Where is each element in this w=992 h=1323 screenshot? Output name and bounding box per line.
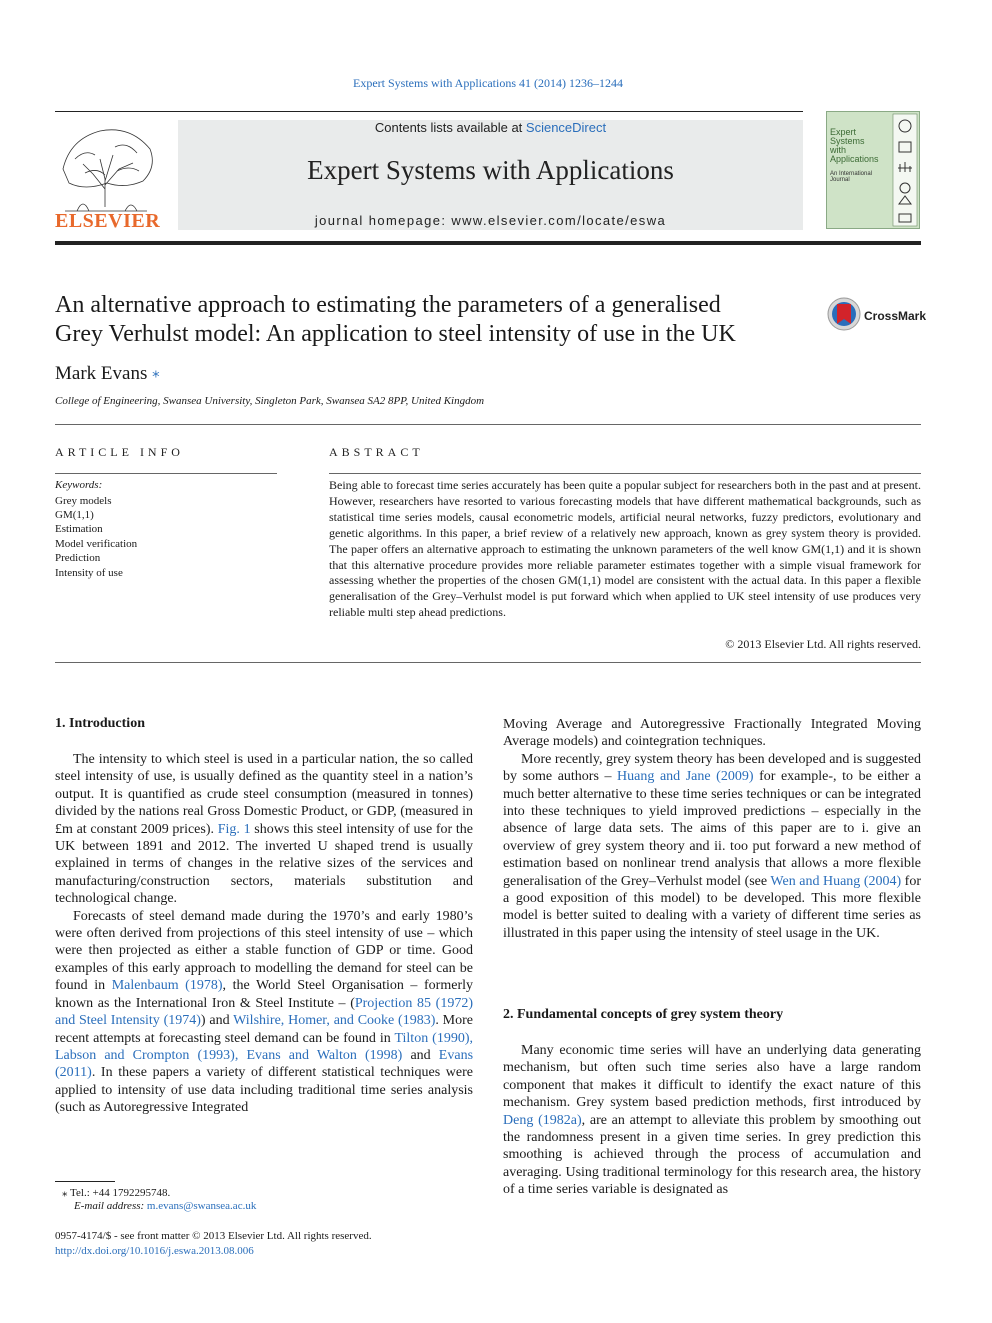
intro-paragraph-2-continued: Moving Average and Autoregressive Fractionally Integrated Moving Average models) and cointegration techniques. [503, 717, 921, 750]
cover-title-line: with [830, 145, 847, 155]
text-run: Many economic time series will have an underlying data generating mechanism, but often such time series also have a large random component that makes it difficult to identify the exact nature of this mechanism. Grey system based prediction methods, first introduced by [503, 1043, 921, 1111]
journal-citation[interactable]: Expert Systems with Applications 41 (2014) 1236–1244 [353, 76, 623, 90]
author-name-text: Mark Evans [55, 363, 148, 384]
cover-subtitle-line: Journal [830, 177, 850, 183]
journal-title: Expert Systems with Applications [307, 155, 674, 185]
info-top-rule [55, 424, 921, 425]
section-2-heading: 2. Fundamental concepts of grey system theory [503, 1007, 784, 1022]
text-run: for example-, to be either a much better alternative to these time series techniques or can be integrated into these techniques to yield improved predictions – especially in the absence of large data sets. The aims of this paper are to i. give an overview of grey system theory and ii. too put forward a new method of estimation based on nonlinear trend analysis that allows a more flexible generalisation of the Grey–Verhulst model (see [503, 769, 922, 889]
text-run: Forecasts of steel demand made during the 1970’s and early 1980’s were often derived from projections of this steel intensity of use – which were then projected as either a stable function of GDP or time. Good examples of this early approach to modelling the demand for steel can be found in [55, 908, 473, 994]
text-run: The intensity to which steel is used in a particular nation, the so called steel intensity of use, is usually defined as the quantity steel in a nation’s output. It is quantified as crude steel consumption (measured in tonnes) divided by the nations real Gross Domestic Product, or GDP, (measured in £m at constant 2009 prices). [55, 752, 473, 837]
section-1-heading: 1. Introduction [55, 716, 145, 731]
section-2-paragraph-1 [503, 1042, 921, 1199]
abstract-text: Being able to forecast time series accurately has been quite a popular subject for researchers both in the past and at present. However, researchers have resorted to various forecasting models that have different mathematical backgrounds, such as statistical time series models, causal econometric models, artificial neural networks, fuzzy predictors, evolutionary and genetic algorithms. In this paper, a brief review of a relatively new approach, known as grey system theory is provided. The paper offers an alternative approach to estimating the unknown parameters of the well know GM(1,1) and it is shown that this alternative procedure provides more reliable parameter estimates together with a simple visual framework for assessing whether the properties of the chosen GM(1,1) model are consistent with the actual data. In this paper a flexible generalisation of the Grey–Verhulst model is put forward which when applied to UK steel intensity of use produces very reliable multi step ahead predictions. [329, 478, 921, 620]
text-run: . More recent attempts at forecasting steel demand can be found in [55, 1013, 473, 1046]
cover-title-line: Systems [830, 136, 865, 146]
footnote-email [74, 1200, 256, 1212]
keywords-list [55, 494, 137, 580]
doi-link[interactable]: http://dx.doi.org/10.1016/j.eswa.2013.08.006 [55, 1245, 254, 1257]
citation-link[interactable]: Tilton (1990), Labson and Crompton (1993), Evans and Walton (1998) [55, 1030, 473, 1063]
citation-link[interactable]: Deng (1982a) [503, 1112, 582, 1128]
left-column [55, 751, 473, 1117]
footnote-issn: 0957-4174/$ - see front matter © 2013 Elsevier Ltd. All rights reserved. [55, 1230, 372, 1242]
abstract-copyright: © 2013 Elsevier Ltd. All rights reserved. [725, 637, 921, 651]
cover-title-line: Applications [830, 154, 879, 164]
text-run: . In these papers a variety of different statistical techniques were applied to intensity of use data including traditional time series analysis (such as Autoregressive Integrated [55, 1065, 473, 1116]
text-run: ) and [200, 1013, 234, 1029]
intro-paragraph-2 [55, 908, 473, 1117]
keywords-label: Keywords: [55, 479, 103, 491]
abstract-heading: ABSTRACT [329, 445, 424, 459]
sciencedirect-link[interactable]: ScienceDirect [525, 120, 607, 135]
author-affiliation: College of Engineering, Swansea University, Singleton Park, Swansea SA2 8PP, United Kingdom [55, 395, 485, 407]
text-run: More recently, grey system theory has been developed and is suggested by some authors – [503, 751, 921, 785]
homepage-url[interactable]: www.elsevier.com/locate/eswa [451, 213, 667, 228]
paper-title [55, 291, 815, 349]
email-label: E-mail address: [74, 1200, 147, 1212]
text-run: and [402, 1047, 439, 1063]
citation-link[interactable]: Evans (2011) [55, 1047, 474, 1081]
keyword: Intensity of use [55, 566, 123, 579]
cover-subtitle [830, 171, 890, 183]
citation-link[interactable]: Huang and Jane (2009) [617, 769, 754, 785]
abstract-rule [329, 473, 921, 474]
header-rule [55, 111, 803, 112]
header-thick-rule [55, 241, 921, 245]
keyword: Model verification [55, 537, 138, 550]
text-run: shows this steel intensity of use for the UK between 1891 and 2012. The inverted U shaped trend is usually explained in terms of changes in the relative sizes of the services and manufacturing/construction sectors, materials substitution and technological change. [55, 821, 473, 907]
keyword: Estimation [55, 523, 103, 536]
article-info-heading: ARTICLE INFO [55, 445, 184, 459]
journal-homepage [178, 213, 803, 228]
text-run: for a good exposition of this model) to be developed. This more flexible model is better suited to dealing with a variety of different time series as illustrated in this paper using the intensity of steel usage in the UK. [503, 873, 922, 941]
right-column-top [503, 716, 921, 942]
crossmark-label[interactable]: CrossMark [864, 309, 927, 323]
right-column-bottom [503, 1042, 921, 1199]
keyword: GM(1,1) [55, 508, 94, 521]
intro-paragraph-1 [55, 751, 473, 908]
cover-subtitle-line: An International [830, 171, 873, 177]
citation-link[interactable]: Projection 85 (1972) and Steel Intensity (1974) [55, 995, 473, 1029]
citation-link[interactable]: Wilshire, Homer, and Cooke (1983) [233, 1013, 436, 1029]
cover-title-line: Expert [830, 127, 857, 137]
text-run: , the World Steel Organisation – formerly known as the International Iron & Steel Institute – ( [55, 978, 473, 1011]
intro-paragraph-3 [503, 751, 921, 942]
fig-1-link[interactable]: Fig. 1 [217, 821, 251, 837]
paper-title-line-1: An alternative approach to estimating the parameters of a generalised [55, 292, 721, 318]
author-footnote-mark[interactable]: ⁎ [152, 365, 160, 381]
keyword: Prediction [55, 552, 101, 565]
contents-prefix: Contents lists available at [374, 120, 526, 135]
footnote-telephone: ⁎ Tel.: +44 1792295748. [62, 1187, 171, 1199]
publisher-logo-text: ELSEVIER [55, 210, 161, 232]
paper-title-line-2: Grey Verhulst model: An application to steel intensity of use in the UK [55, 321, 736, 347]
footnote-rule [55, 1181, 115, 1182]
text-run: , are an attempt to alleviate this problem by smoothing out the randomness present in a given time series. In grey prediction this smoothing is achieved through the process of accumulation and averaging. Using traditional terminology for this research area, the history of a time series variable is designated as [503, 1112, 921, 1198]
article-info-rule [55, 473, 277, 474]
citation-link[interactable]: Wen and Huang (2004) [770, 873, 902, 889]
info-bottom-rule [55, 662, 921, 663]
author-name [55, 363, 160, 385]
homepage-prefix: journal homepage: [314, 213, 452, 228]
contents-line [178, 120, 803, 135]
keyword: Grey models [55, 494, 112, 507]
cover-title [830, 128, 890, 164]
email-link[interactable]: m.evans@swansea.ac.uk [146, 1200, 257, 1212]
citation-link[interactable]: Malenbaum (1978) [111, 978, 223, 994]
